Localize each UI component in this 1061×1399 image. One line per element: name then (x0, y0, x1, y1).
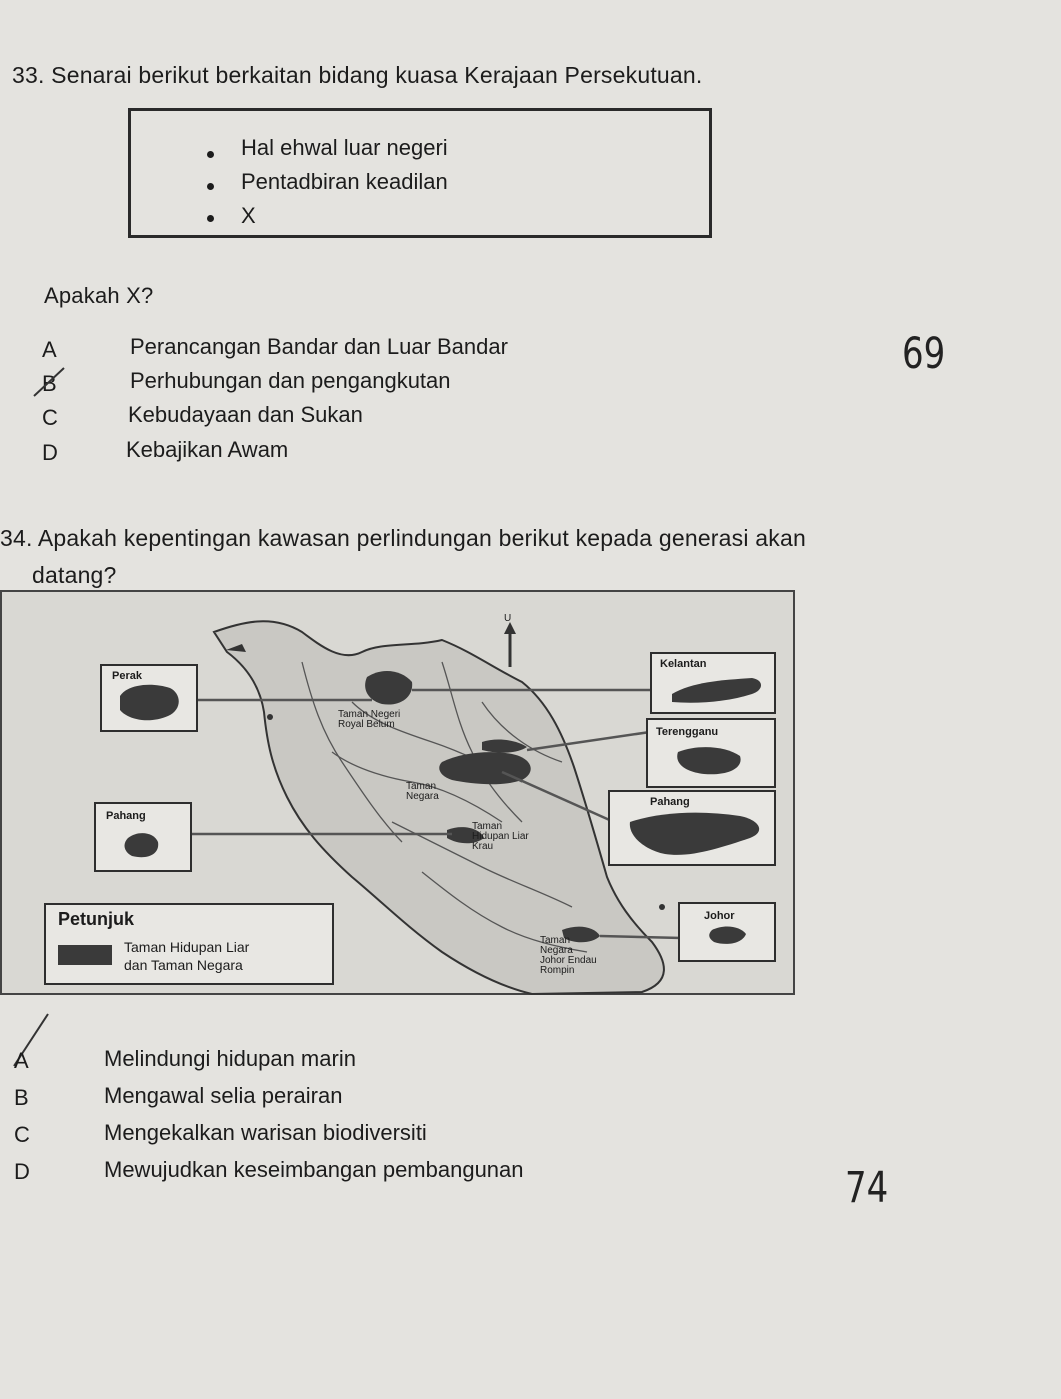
park-label: Taman (540, 935, 571, 946)
option-letter-d[interactable]: D (42, 440, 58, 465)
park-label: Royal Belum (338, 719, 395, 730)
list-box (128, 108, 712, 238)
terengganu-park-shape (648, 720, 774, 786)
option-letter-c[interactable]: C (14, 1122, 30, 1147)
park-label: Taman (406, 781, 437, 792)
handwritten-score: 74 (845, 1163, 889, 1213)
list-item: X (241, 203, 256, 228)
taman-negara-shape (610, 792, 774, 864)
endau-rompin-shape (680, 904, 774, 960)
park-label: Negara (406, 791, 439, 802)
kelantan-park-shape (652, 654, 774, 712)
legend-text: Taman Hidupan Liar (124, 939, 250, 955)
inset-label: Kelantan (660, 658, 707, 670)
option-a-text[interactable]: Melindungi hidupan marin (104, 1046, 356, 1071)
handwritten-score: 69 (902, 329, 946, 379)
option-d-text[interactable]: Kebajikan Awam (126, 437, 289, 462)
park-label: Hidupan Liar (472, 831, 529, 842)
bullet (207, 183, 214, 190)
question-34-stem: 34. Apakah kepentingan kawasan perlindungan berikut kepada generasi akan (0, 525, 806, 551)
answer-tick-mark (30, 362, 70, 402)
inset-terengganu (646, 718, 776, 788)
north-arrow-label: U (504, 613, 512, 624)
inset-pahang-right (608, 790, 776, 866)
park-label: Negara (540, 945, 573, 956)
list-item: Hal ehwal luar negeri (241, 135, 448, 160)
option-letter-a[interactable]: A (14, 1048, 29, 1073)
park-label: Rompin (540, 965, 575, 976)
inset-pahang-left (94, 802, 192, 872)
inset-label: Perak (112, 670, 142, 682)
option-a-text[interactable]: Perancangan Bandar dan Luar Bandar (130, 334, 508, 359)
legend-swatch (58, 945, 112, 965)
inset-label: Pahang (650, 796, 690, 808)
inset-perak (100, 664, 198, 732)
option-letter-b[interactable]: B (14, 1085, 29, 1110)
option-c-text[interactable]: Mengekalkan warisan biodiversiti (104, 1120, 427, 1145)
question-33-prompt: Apakah X? (44, 283, 154, 308)
question-34-stem-cont: datang? (32, 562, 117, 588)
option-d-text[interactable]: Mewujudkan keseimbangan pembangunan (104, 1157, 524, 1182)
park-label: Krau (472, 841, 494, 852)
inset-label: Johor (704, 910, 735, 922)
option-letter-b[interactable]: B (42, 371, 57, 396)
inset-kelantan (650, 652, 776, 714)
park-label: Taman Negeri (338, 709, 401, 720)
park-label: Taman (472, 821, 503, 832)
option-b-text[interactable]: Perhubungan dan pengangkutan (130, 368, 451, 393)
inset-label: Terengganu (656, 726, 719, 738)
bullet (207, 215, 214, 222)
legend-title: Petunjuk (58, 909, 135, 929)
option-b-text[interactable]: Mengawal selia perairan (104, 1083, 343, 1108)
option-c-text[interactable]: Kebudayaan dan Sukan (128, 402, 363, 427)
list-item: Pentadbiran keadilan (241, 169, 448, 194)
option-letter-c[interactable]: C (42, 405, 58, 430)
inset-label: Pahang (106, 810, 146, 822)
bullet (207, 151, 214, 158)
question-33-stem: 33. Senarai berikut berkaitan bidang kuasa Kerajaan Persekutuan. (12, 62, 703, 88)
park-label: Johor Endau (540, 955, 597, 966)
map-legend (44, 903, 334, 985)
krau-park-shape (96, 804, 190, 870)
legend-text: dan Taman Negara (124, 957, 243, 973)
option-letter-a[interactable]: A (42, 337, 57, 362)
perak-park-shape (102, 666, 196, 730)
inset-johor (678, 902, 776, 962)
option-letter-d[interactable]: D (14, 1159, 30, 1184)
